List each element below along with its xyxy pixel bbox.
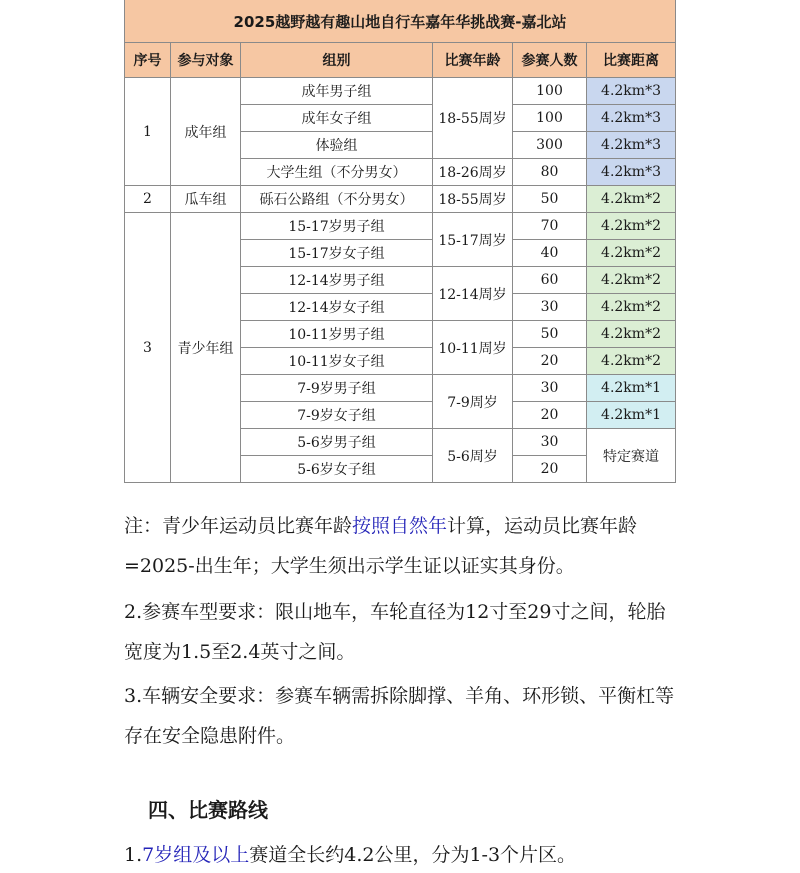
route-text: 赛道全长约4.2公里，分为1-3个片区。 [249,844,577,866]
distance-cell: 4.2km*2 [587,294,676,321]
group-cell: 成年女子组 [241,105,433,132]
distance-cell: 4.2km*1 [587,375,676,402]
count-cell: 80 [513,159,587,186]
age-cell: 18-55周岁 [433,186,513,213]
group-cell: 10-11岁女子组 [241,348,433,375]
header-distance: 比赛距离 [587,43,676,78]
age-cell: 5-6周岁 [433,429,513,483]
count-cell: 30 [513,375,587,402]
count-cell: 20 [513,456,587,483]
header-age: 比赛年龄 [433,43,513,78]
count-cell: 20 [513,402,587,429]
count-cell: 60 [513,267,587,294]
age-cell: 18-55周岁 [433,78,513,159]
section-target: 成年组 [171,78,241,186]
race-groups-table [124,0,676,483]
group-cell: 成年男子组 [241,78,433,105]
count-cell: 40 [513,240,587,267]
section-target: 瓜车组 [171,186,241,213]
note1-post: 计算，运动员比赛年龄=2025-出生年；大学生须出示学生证以证实其身份。 [124,515,638,577]
note-bike-type: 2.参赛车型要求：限山地车，车轮直径为12寸至29寸之间，轮胎宽度为1.5至2.4英寸之间。 [124,601,666,663]
distance-cell: 4.2km*3 [587,132,676,159]
group-cell: 5-6岁男子组 [241,429,433,456]
group-cell: 12-14岁女子组 [241,294,433,321]
section-target: 青少年组 [171,213,241,483]
group-cell: 5-6岁女子组 [241,456,433,483]
table-title: 2025越野越有趣山地自行车嘉年华挑战赛-嘉北站 [125,0,676,43]
distance-cell: 4.2km*2 [587,348,676,375]
section-title: 四、比赛路线 [148,798,268,822]
count-cell: 30 [513,429,587,456]
distance-cell: 4.2km*3 [587,78,676,105]
note1-pre: 注：青少年运动员比赛年龄 [124,515,353,537]
count-cell: 20 [513,348,587,375]
count-cell: 300 [513,132,587,159]
group-cell: 12-14岁男子组 [241,267,433,294]
distance-cell: 4.2km*1 [587,402,676,429]
distance-cell: 特定赛道 [587,429,676,483]
count-cell: 100 [513,105,587,132]
note1-highlight: 按照自然年 [352,515,448,537]
group-cell: 15-17岁女子组 [241,240,433,267]
group-cell: 大学生组（不分男女） [241,159,433,186]
count-cell: 70 [513,213,587,240]
age-cell: 7-9周岁 [433,375,513,429]
group-cell: 7-9岁男子组 [241,375,433,402]
note-bike-safety: 3.车辆安全要求：参赛车辆需拆除脚撑、羊角、环形锁、平衡杠等存在安全隐患附件。 [124,685,675,747]
route-prefix: 1. [124,844,143,866]
group-cell: 体验组 [241,132,433,159]
header-no: 序号 [125,43,171,78]
age-cell: 15-17周岁 [433,213,513,267]
note-age-rule [124,506,684,586]
route-highlight: 7岁组及以上 [142,844,250,866]
header-count: 参赛人数 [513,43,587,78]
distance-cell: 4.2km*2 [587,321,676,348]
count-cell: 100 [513,78,587,105]
table-row [125,213,676,240]
table-row [125,186,676,213]
distance-cell: 4.2km*2 [587,240,676,267]
distance-cell: 4.2km*2 [587,186,676,213]
header-target: 参与对象 [171,43,241,78]
age-cell: 10-11周岁 [433,321,513,375]
distance-cell: 4.2km*3 [587,105,676,132]
section-no: 2 [125,186,171,213]
table-row [125,78,676,105]
count-cell: 50 [513,186,587,213]
group-cell: 砾石公路组（不分男女） [241,186,433,213]
distance-cell: 4.2km*2 [587,213,676,240]
count-cell: 50 [513,321,587,348]
section-no: 1 [125,78,171,186]
distance-cell: 4.2km*2 [587,267,676,294]
group-cell: 7-9岁女子组 [241,402,433,429]
route-description [124,840,576,867]
distance-cell: 4.2km*3 [587,159,676,186]
count-cell: 30 [513,294,587,321]
header-group: 组别 [241,43,433,78]
group-cell: 10-11岁男子组 [241,321,433,348]
age-cell: 18-26周岁 [433,159,513,186]
group-cell: 15-17岁男子组 [241,213,433,240]
race-table-container [124,0,675,483]
age-cell: 12-14周岁 [433,267,513,321]
section-no: 3 [125,213,171,483]
